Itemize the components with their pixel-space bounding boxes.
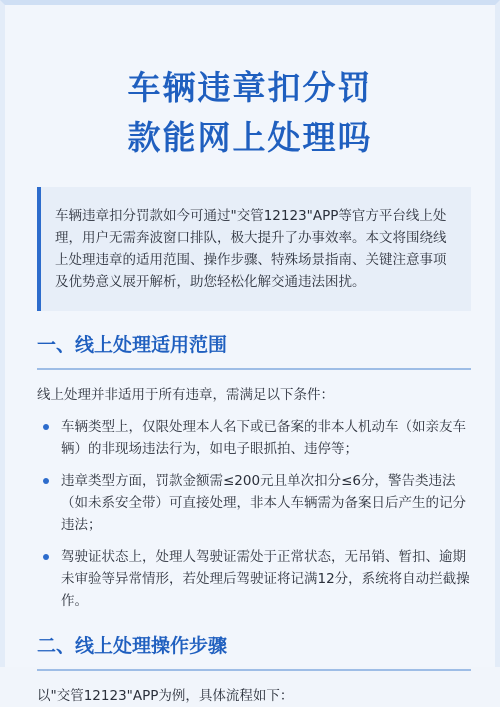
- section-steps-lead: 以"交管12123"APP为例，具体流程如下：: [37, 688, 294, 704]
- page-title-line-1: 车辆违章扣分罚: [127, 68, 373, 107]
- list-item: [37, 470, 471, 536]
- list-item: [37, 416, 471, 460]
- list-item-text: 车辆类型上，仅限处理本人名下或已备案的非本人机动车（如亲友车辆）的非现场违法行为，如电子眼抓拍、违停等；: [61, 419, 466, 457]
- scope-bullet-list: [37, 416, 471, 612]
- list-item: [37, 546, 471, 612]
- bullet-dot-icon: [43, 424, 49, 430]
- list-item-text: 驾驶证状态上，处理人驾驶证需处于正常状态，无吊销、暂扣、逾期未审验等异常情形，若处理后驾驶证将记满12分，系统将自动拦截操作。: [61, 549, 470, 609]
- bullet-dot-icon: [43, 478, 49, 484]
- intro-box: 车辆违章扣分罚款如今可通过"交管12123"APP等官方平台线上处理，用户无需奔波窗口排队，极大提升了办事效率。本文将围绕线上处理违章的适用范围、操作步骤、特殊场景指南、关键注意事项及优势意义展开解析，助您轻松化解交通违法困扰。: [37, 187, 471, 311]
- section-scope-lead: 线上处理并非适用于所有违章，需满足以下条件：: [37, 387, 334, 403]
- page-title: [5, 63, 495, 163]
- list-item-text: 违章类型方面，罚款金额需≤200元且单次扣分≤6分，警告类违法（如未系安全带）可直接处理，非本人车辆需为备案日后产生的记分违法；: [61, 473, 466, 533]
- page-title-line-2: 款能网上处理吗: [127, 118, 373, 157]
- bullet-dot-icon: [43, 554, 49, 560]
- section-heading-scope: 一、线上处理适用范围: [37, 331, 471, 370]
- section-heading-steps: 二、线上处理操作步骤: [37, 632, 471, 671]
